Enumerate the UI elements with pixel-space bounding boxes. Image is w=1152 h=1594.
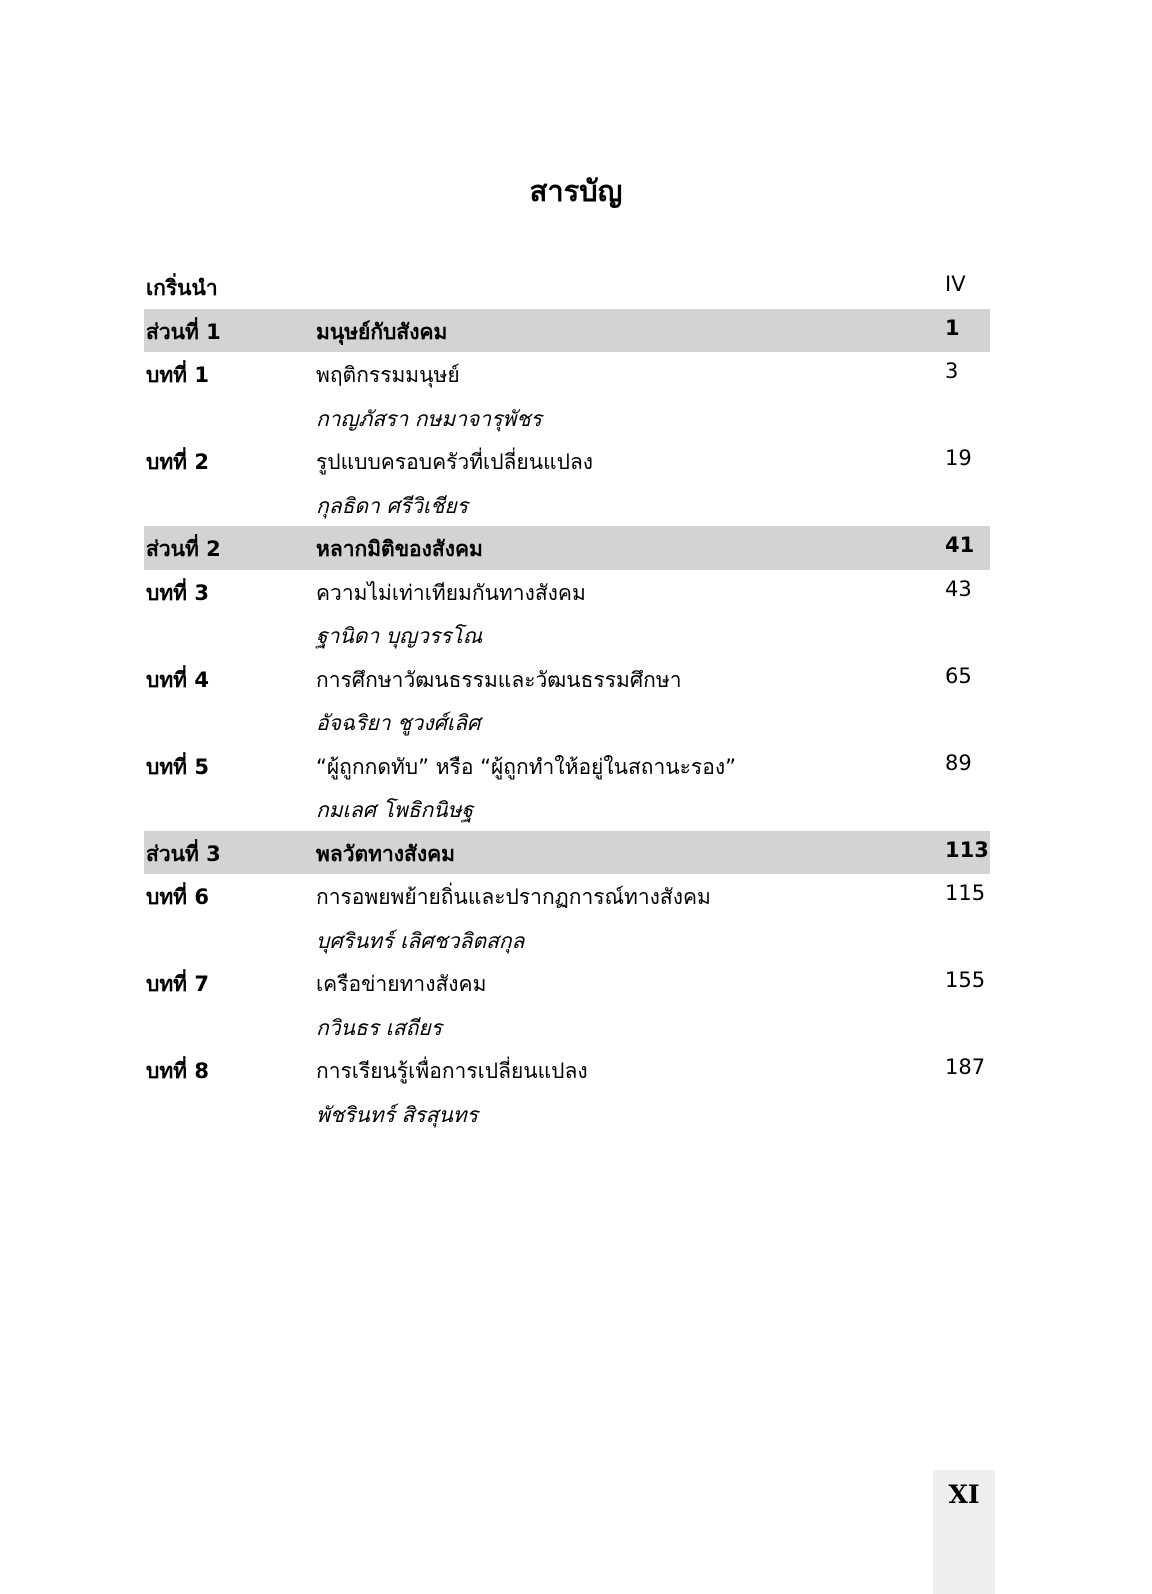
toc-part-label: ส่วนที่ 1 [146, 319, 221, 344]
toc-chapter-row [144, 874, 990, 918]
toc-chapter-row [144, 744, 990, 788]
toc-chapter-label: บทที่ 7 [146, 972, 209, 996]
toc-author-row [144, 700, 990, 744]
toc-author-row [144, 1092, 990, 1136]
toc-chapter-title: ความไม่เท่าเทียมกันทางสังคม [316, 580, 586, 605]
table-of-contents [144, 265, 990, 1135]
toc-chapter-label: บทที่ 5 [146, 754, 209, 779]
toc-chapter-author: กาญภัสรา กษมาจารุพัชร [316, 406, 542, 431]
toc-page-number: 3 [945, 359, 959, 383]
toc-author-row [144, 787, 990, 831]
toc-page-number: 41 [945, 533, 975, 557]
toc-chapter-title: พฤติกรรมมนุษย์ [316, 363, 460, 387]
toc-intro-label: เกริ่นนำ [146, 276, 218, 300]
toc-intro-row [144, 265, 990, 309]
toc-chapter-row [144, 1048, 990, 1092]
toc-chapter-title: การอพยพย้ายถิ่นและปรากฏการณ์ทางสังคม [316, 885, 711, 909]
toc-page-number: 65 [945, 663, 972, 688]
toc-chapter-title: “ผู้ถูกกดทับ” หรือ “ผู้ถูกทำให้อยู่ในสถานะรอง” [316, 754, 736, 779]
toc-part-row [144, 309, 990, 353]
toc-chapter-title: การศึกษาวัฒนธรรมและวัฒนธรรมศึกษา [316, 667, 682, 692]
page-title: สารบัญ [529, 174, 623, 208]
toc-chapter-title: รูปแบบครอบครัวที่เปลี่ยนแปลง [316, 450, 594, 474]
toc-chapter-author: กุลธิดา ศรีวิเชียร [316, 493, 468, 518]
toc-part-row [144, 831, 990, 875]
toc-chapter-title: การเรียนรู้เพื่อการเปลี่ยนแปลง [316, 1059, 588, 1083]
toc-page-number: 113 [945, 837, 989, 862]
toc-page-number: 43 [945, 576, 972, 601]
toc-part-title: หลากมิติของสังคม [316, 537, 483, 561]
toc-page-number: 155 [945, 968, 986, 992]
toc-chapter-author: ฐานิดา บุญวรรโณ [316, 624, 483, 648]
toc-chapter-author: กวินธร เสถียร [316, 1015, 442, 1040]
toc-page-number: 115 [945, 881, 986, 905]
toc-chapter-row [144, 439, 990, 483]
toc-chapter-label: บทที่ 1 [146, 363, 209, 387]
toc-chapter-label: บทที่ 3 [146, 580, 209, 605]
toc-chapter-title: เครือข่ายทางสังคม [316, 972, 487, 996]
toc-chapter-label: บทที่ 6 [146, 885, 209, 909]
toc-author-row [144, 613, 990, 657]
toc-page-number: 19 [945, 446, 972, 470]
toc-author-row [144, 1005, 990, 1049]
toc-author-row [144, 396, 990, 440]
toc-chapter-label: บทที่ 2 [146, 450, 209, 474]
toc-chapter-row [144, 961, 990, 1005]
toc-part-title: พลวัตทางสังคม [316, 841, 455, 866]
toc-chapter-author: อัจฉริยา ชูวงศ์เลิศ [316, 711, 481, 735]
toc-author-row [144, 918, 990, 962]
toc-chapter-author: กมเลศ โพธิกนิษฐ [316, 798, 474, 822]
toc-chapter-label: บทที่ 8 [146, 1059, 209, 1083]
toc-page-number: IV [945, 272, 966, 296]
toc-part-row [144, 526, 990, 570]
toc-part-title: มนุษย์กับสังคม [316, 319, 448, 344]
toc-chapter-author: พัชรินทร์ สิรสุนทร [316, 1102, 478, 1127]
toc-page-number: 1 [945, 315, 960, 340]
toc-author-row [144, 483, 990, 527]
toc-chapter-row [144, 657, 990, 701]
toc-page-number: 89 [945, 750, 972, 775]
toc-page-number: 187 [945, 1055, 986, 1079]
toc-chapter-row [144, 352, 990, 396]
toc-part-label: ส่วนที่ 3 [146, 841, 221, 866]
toc-part-label: ส่วนที่ 2 [146, 537, 221, 561]
toc-chapter-author: บุศรินทร์ เลิศชวลิตสกุล [316, 928, 525, 953]
folio-tab [933, 1470, 995, 1594]
toc-chapter-label: บทที่ 4 [146, 667, 209, 692]
page-folio: XI [948, 1480, 980, 1509]
toc-chapter-row [144, 570, 990, 614]
